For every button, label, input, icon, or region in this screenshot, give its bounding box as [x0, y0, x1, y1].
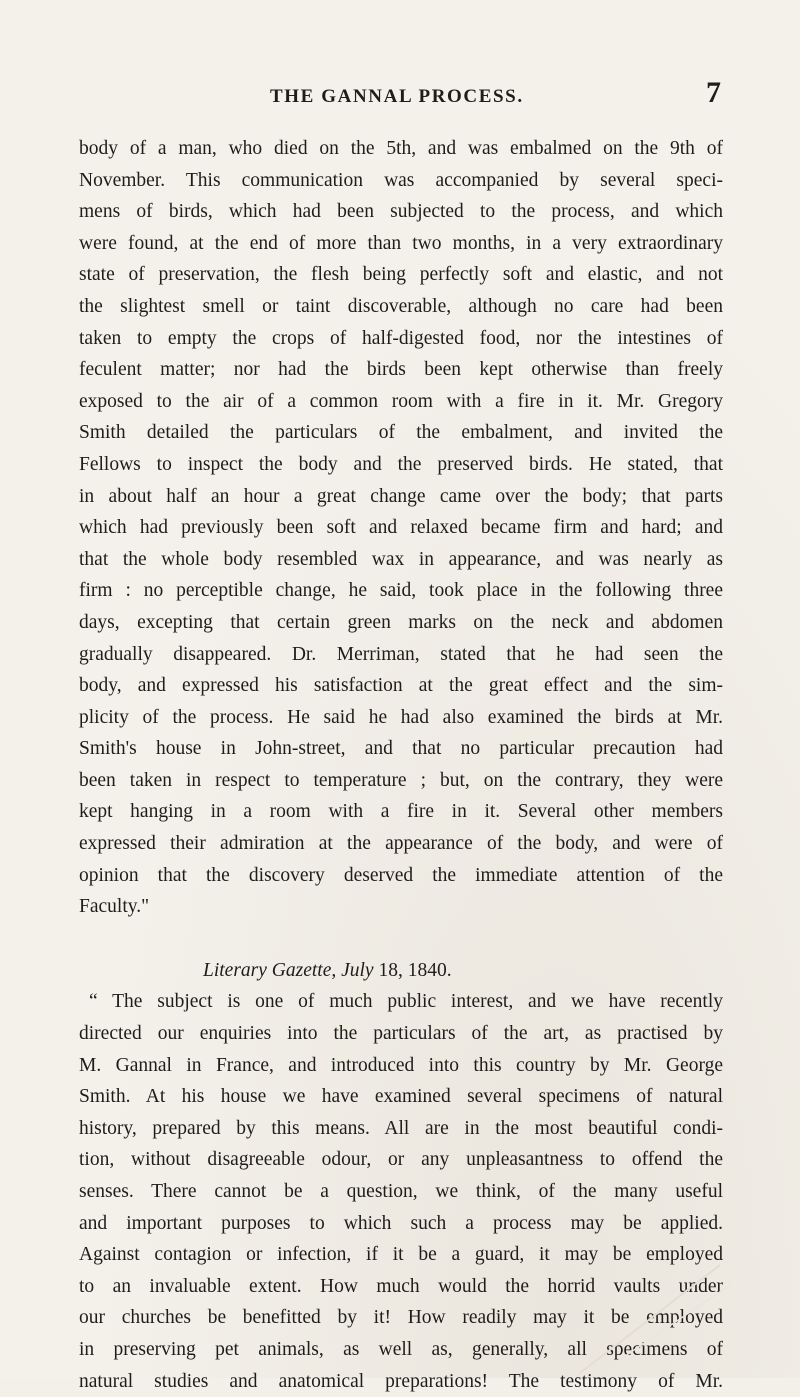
text-line: Smith. At his house we have examined several specimens of natural [79, 1086, 723, 1108]
text-line: “ The subject is one of much public interest, and we have recently [89, 991, 723, 1013]
text-line: taken to empty the crops of half-digested food, nor the intestines of [79, 327, 723, 349]
text-line: to an invaluable extent. How much would the horrid vaults under [79, 1275, 723, 1297]
text-line: exposed to the air of a common room with a fire in it. Mr. Gregory [79, 390, 723, 412]
text-line: mens of birds, which had been subjected to the process, and which [79, 201, 723, 223]
text-line: Fellows to inspect the body and the preserved birds. He stated, that [79, 453, 723, 475]
citation-heading [79, 955, 723, 987]
text-line: Smith detailed the particulars of the embalment, and invited the [79, 422, 723, 444]
text-line: M. Gannal in France, and introduced into this country by Mr. George [79, 1054, 723, 1076]
text-line: natural studies and anatomical preparations! The testimony of Mr. [79, 1370, 723, 1392]
text-line: Smith's house in John-street, and that no particular precaution had [79, 738, 723, 760]
text-line: Against contagion or infection, if it be a guard, it may be employed [79, 1244, 723, 1266]
text-line: body, and expressed his satisfaction at the great effect and the sim- [79, 675, 723, 697]
text-line: directed our enquiries into the particulars of the art, as practised by [79, 1023, 723, 1045]
text-line: Faculty." [79, 896, 150, 918]
text-line: that the whole body resembled wax in appearance, and was nearly as [79, 548, 723, 570]
text-line: expressed their admiration at the appearance of the body, and were of [79, 833, 723, 855]
running-head [0, 76, 800, 116]
text-line: opinion that the discovery deserved the immediate attention of the [79, 864, 723, 886]
text-line: our churches be benefitted by it! How readily may it be employed [79, 1307, 723, 1329]
text-line: gradually disappeared. Dr. Merriman, stated that he had seen the [79, 643, 723, 665]
spacer [79, 923, 723, 955]
text-line: and important purposes to which such a process may be applied. [79, 1212, 723, 1234]
page-number: 7 [706, 76, 721, 109]
text-line: state of preservation, the flesh being perfectly soft and elastic, and not [79, 264, 723, 286]
text-line: November. This communication was accompanied by several speci- [79, 169, 723, 191]
paper-crease-mark [560, 1255, 740, 1375]
citation-date: 18, 1840. [378, 959, 452, 981]
text-line: history, prepared by this means. All are in the most beautiful condi- [79, 1117, 723, 1139]
text-line: body of a man, who died on the 5th, and was embalmed on the 9th of [79, 138, 723, 159]
text-line: kept hanging in a room with a fire in it. Several other members [79, 801, 723, 823]
text-line: plicity of the process. He said he had also examined the birds at Mr. [79, 706, 723, 728]
text-line: senses. There cannot be a question, we think, of the many useful [79, 1181, 723, 1202]
text-line: days, excepting that certain green marks on the neck and abdomen [79, 611, 723, 633]
citation-source: Literary Gazette, July [203, 959, 374, 981]
text-line: in preserving pet animals, as well as, generally, all specimens of [79, 1338, 723, 1360]
text-line: in about half an hour a great change came over the body; that parts [79, 485, 723, 507]
running-title: THE GANNAL PROCESS. [270, 86, 524, 107]
body-text [79, 133, 723, 1397]
text-line: firm : no perceptible change, he said, took place in the following three [79, 580, 723, 602]
paragraph-continued [79, 133, 723, 923]
text-line: were found, at the end of more than two months, in a very extraordinary [79, 232, 723, 254]
text-line: tion, without disagreeable odour, or any unpleasantness to offend the [79, 1149, 723, 1171]
text-line: which had previously been soft and relaxed became firm and hard; and [79, 517, 723, 539]
text-line: been taken in respect to temperature ; but, on the contrary, they were [79, 769, 723, 791]
text-line: the slightest smell or taint discoverable, although no care had been [79, 295, 723, 317]
text-line: feculent matter; nor had the birds been kept otherwise than freely [79, 359, 723, 381]
